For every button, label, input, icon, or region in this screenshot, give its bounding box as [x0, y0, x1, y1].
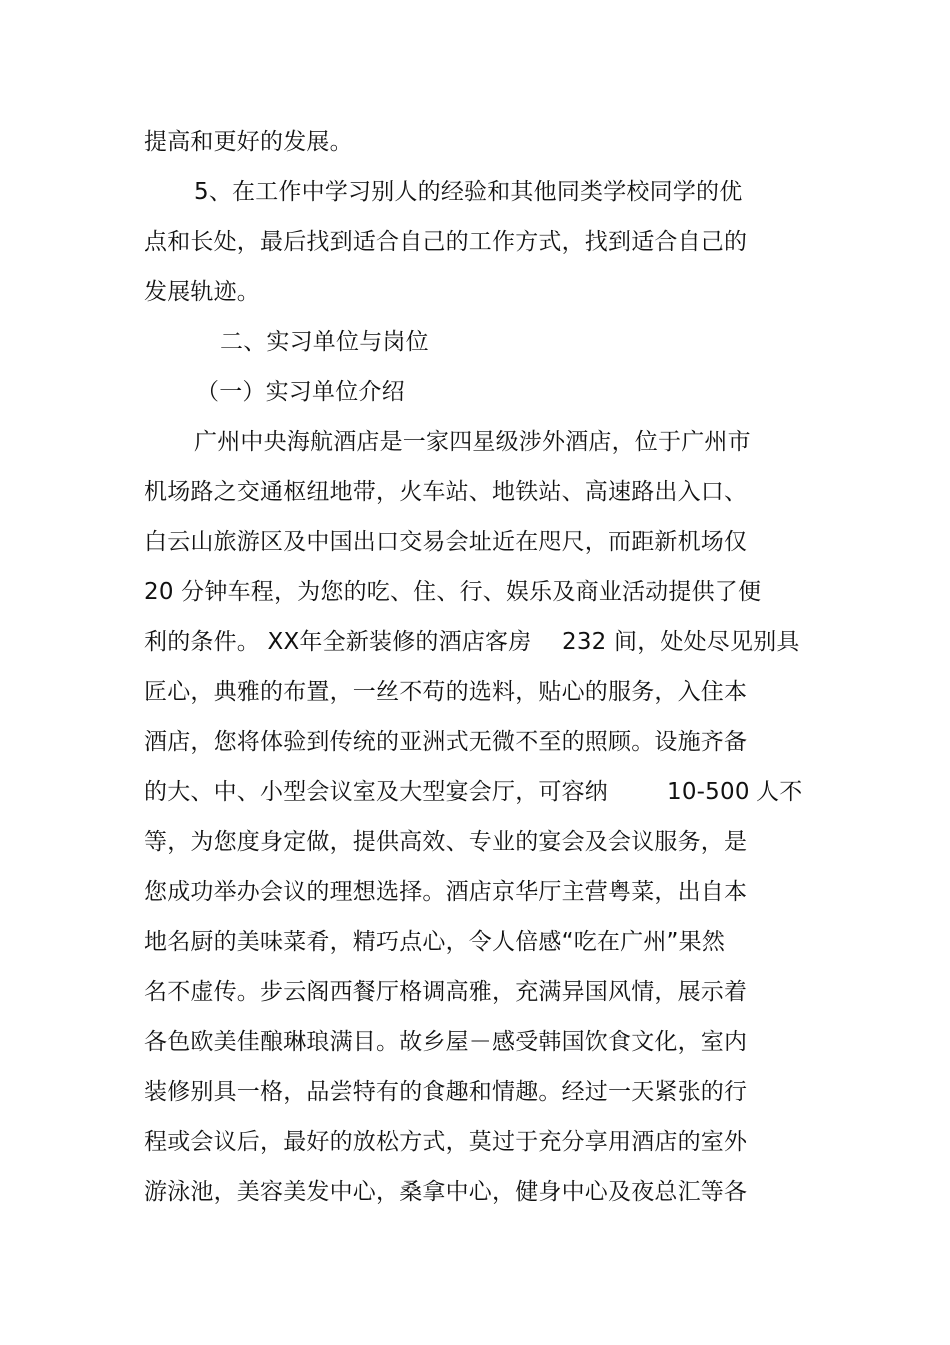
text-line: 您成功举办会议的理想选择。酒店京华厅主营粤菜，出自本: [144, 879, 748, 905]
text-line: 游泳池，美容美发中心，桑拿中心，健身中心及夜总汇等各: [144, 1179, 748, 1205]
text-line: 点和长处，最后找到适合自己的工作方式，找到适合自己的: [144, 229, 748, 255]
text-line: 人不: [756, 779, 803, 805]
text-line: 白云山旅游区及中国出口交易会址近在咫尺，而距新机场仅: [144, 529, 748, 555]
text-line: 232 间，处处尽见别具: [562, 629, 800, 655]
section-heading: 二、实习单位与岗位: [220, 329, 429, 355]
text-line: 酒店，您将体验到传统的亚洲式无微不至的照顾。设施齐备: [144, 729, 748, 755]
text-line: 机场路之交通枢纽地带，火车站、地铁站、高速路出入口、: [144, 479, 748, 505]
text-line: 利的条件。 XX年全新装修的酒店客房: [144, 629, 532, 655]
text-line: 的大、中、小型会议室及大型宴会厅，可容纳: [144, 779, 608, 805]
text-line: 各色欧美佳酿琳琅满目。故乡屋－感受韩国饮食文化，室内: [144, 1029, 748, 1055]
text-line: 20 分钟车程，为您的吃、住、行、娱乐及商业活动提供了便: [144, 579, 762, 605]
text-line: 5、在工作中学习别人的经验和其他同类学校同学的优: [194, 179, 743, 205]
text-line: 装修别具一格，品尝特有的食趣和情趣。经过一天紧张的行: [144, 1079, 748, 1105]
text-line: 名不虚传。步云阁西餐厅格调高雅，充满异国风情，展示着: [144, 979, 748, 1005]
text-line: 10-500: [667, 779, 750, 805]
text-line: 程或会议后，最好的放松方式，莫过于充分享用酒店的室外: [144, 1129, 748, 1155]
text-line: 地名厨的美味菜肴，精巧点心，令人倍感“吃在广州”果然: [144, 929, 726, 955]
text-line: 广州中央海航酒店是一家四星级涉外酒店，位于广州市: [194, 429, 751, 455]
text-line: 发展轨迹。: [144, 279, 260, 305]
text-line: 匠心，典雅的布置，一丝不苟的选料，贴心的服务，入住本: [144, 679, 748, 705]
text-line: 提高和更好的发展。: [144, 129, 353, 155]
text-line: 等，为您度身定做，提供高效、专业的宴会及会议服务，是: [144, 829, 748, 855]
subsection-heading: （一）实习单位介绍: [196, 379, 405, 405]
